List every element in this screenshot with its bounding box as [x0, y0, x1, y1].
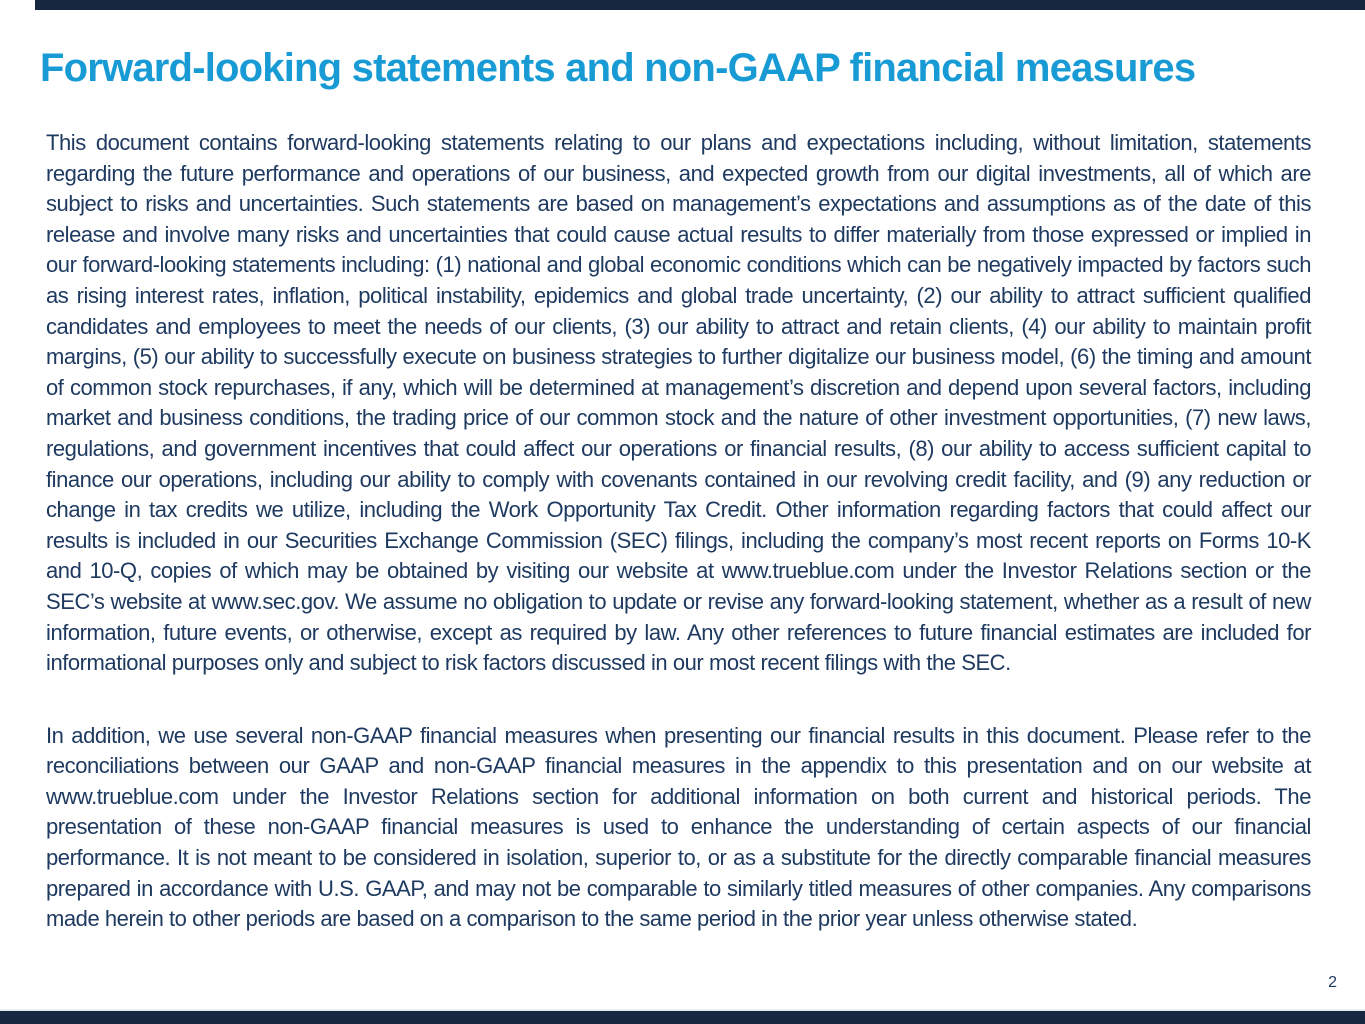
bottom-bar [0, 1009, 1365, 1024]
page-number: 2 [1328, 974, 1337, 991]
slide-title: Forward-looking statements and non-GAAP financial measures [40, 46, 1196, 90]
slide-body [46, 128, 1311, 977]
top-accent-bar [35, 0, 1365, 10]
non-gaap-measures-paragraph: In addition, we use several non-GAAP financial measures when presenting our financial results in this document. Please refer to the reconciliations between our GAAP and non-GAAP financial measures in the appendix to this presentation and on our website at www.trueblue.com under the Investor Relations section for additional information on both current and historical periods. The presentation of these non-GAAP financial measures is used to enhance the understanding of certain aspects of our financial performance. It is not meant to be considered in isolation, superior to, or as a substitute for the directly comparable financial measures prepared in accordance with U.S. GAAP, and may not be comparable to similarly titled measures of other companies. Any comparisons made herein to other periods are based on a comparison to the same period in the prior year unless otherwise stated. [46, 722, 1311, 932]
forward-looking-statements-paragraph: This document contains forward-looking statements relating to our plans and expectations including, without limitation, statements regarding the future performance and operations of our business, and expected growth from our digital investments, all of which are subject to risks and uncertainties. Such statements are based on management’s expectations and assumptions as of the date of this release and involve many risks and uncertainties that could cause actual results to differ materially from those expressed or implied in our forward-looking statements including: (1) national and global economic conditions which can be negatively impacted by factors such as rising interest rates, inflation, political instability, epidemics and global trade uncertainty, (2) our ability to attract sufficient qualified candidates and employees to meet the needs of our clients, (3) our ability to attract and retain clients, (4) our ability to maintain profit margins, (5) our ability to successfully execute on business strategies to further digitalize our business model, (6) the timing and amount of common stock repurchases, if any, which will be determined at management’s discretion and depend upon several factors, including market and business conditions, the trading price of our common stock and the nature of other investment opportunities, (7) new laws, regulations, and government incentives that could affect our operations or financial results, (8) our ability to access sufficient capital to finance our operations, including our ability to comply with covenants contained in our revolving credit facility, and (9) any reduction or change in tax credits we utilize, including the Work Opportunity Tax Credit. Other information regarding factors that could affect our results is included in our Securities Exchange Commission (SEC) filings, including the company’s most recent reports on Forms 10-K and 10-Q, copies of which may be obtained by visiting our website at www.trueblue.com under the Investor Relations section or the SEC’s website at www.sec.gov. We assume no obligation to update or revise any forward-looking statement, whether as a result of new information, future events, or otherwise, except as required by law. Any other references to future financial estimates are included for informational purposes only and subject to risk factors discussed in our most recent filings with the SEC. [46, 130, 1311, 676]
